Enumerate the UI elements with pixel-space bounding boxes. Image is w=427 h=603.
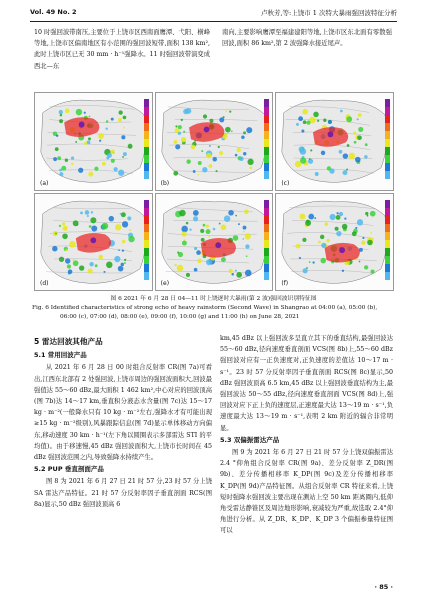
radar-panel xyxy=(275,92,394,191)
colorbar xyxy=(144,99,149,179)
volume-label: Vol. 49 No. 2 xyxy=(30,8,77,16)
section-5-2-title: 5.2 PUP 垂直剖面产品 xyxy=(34,465,104,474)
radar-map-icon xyxy=(35,194,152,291)
radar-echo-figure xyxy=(34,92,394,291)
colorbar xyxy=(144,200,149,280)
figure-caption xyxy=(32,295,395,322)
panel-label: (a) xyxy=(40,179,49,187)
panel-label: (c) xyxy=(281,179,290,187)
caption-zh: 图 6 2021 年 6 月 28 日 04—11 时上饶逐时大暴雨(第 2 波)强回波识别特征图 xyxy=(110,296,317,302)
panel-label: (e) xyxy=(160,280,170,287)
header-rule xyxy=(30,21,397,22)
colorbar xyxy=(385,200,390,280)
panel-label: (d) xyxy=(40,280,49,287)
section-5-3-title: 5.3 双偏振雷达产品 xyxy=(220,435,280,444)
radar-panel xyxy=(155,92,274,191)
section-5-2-continued: km,45 dBz 以上强回波多呈直立其下的垂直结构,最强回波达 55～60 dBz,径向速度垂直剖面 VCS(图 8b)上,55～60 dBz 强回波对应有一正负速度对,正负速度的差值达 10～17 m · s⁻¹。23 时 57 分反射率因子垂直剖面 RCS(图 8c)显示,50 dBz 强回波顶高 6.5 km,45 dBz 以上强回波垂直结构为主,最强回波达 50～55 dBz,径向速度垂直剖面 VCS(图 8d)上,强回波对应下正上负的速度层,正速度最大达 13～19 m · s⁻¹,负速度最大达 13～19 m · s⁻¹,表明 2 km 附近的辐合非常明显。 xyxy=(220,335,393,432)
top-left-paragraph: 10 时强回波带南压,主要位于上饶市区西南面鹰潭、弋阳、横峰等地,上饶市区偏南地区有小范围的强回波短带,面积 138 km²,此时上饶市区已无 30 mm · h⁻¹强降水。11 时强回波带演变成西北—东 xyxy=(34,29,210,70)
radar-map-icon xyxy=(276,93,393,190)
section-5-1-text: 从 2021 年 6 月 28 日 00 时组合反射率 CR(图 7a)可看出,江西东北部有 2 处强回波,上饶市周边的强回波面积大,回波最强值达 55～60 dBz,最大面积 1 462 km²,中心对应的回波顶高(图 7b)达 14～17 km,垂直积分液态水含量(图 7c)达 15～17 kg · m⁻²(一般降水只有 10 kg · m⁻²左右,强降水才有可能出现≥15 kg · m⁻²级别),风暴跟踪信息(图 7d)显示单体移动方向偏东,移动速度 30 km · h⁻¹(左下角以圆圈表示多部雷达 STI 的平均值)。由于移速慢,45 dBz 强回波面积大,上饶市长时间在 45 dBz 强回波范围之内,导致强降水持续产生。 xyxy=(34,364,212,462)
section-5-1-title: 5.1 常用回波产品 xyxy=(34,351,87,360)
radar-panel xyxy=(34,92,153,191)
radar-panel xyxy=(155,193,274,292)
left-column xyxy=(34,333,212,510)
radar-map-icon xyxy=(276,194,393,291)
colorbar xyxy=(264,200,269,280)
radar-panel xyxy=(34,193,153,292)
colorbar xyxy=(385,99,390,179)
right-column xyxy=(220,333,393,537)
running-header xyxy=(30,8,397,20)
caption-en: Fig. 6 Identified characteristics of strong echo of heavy rainstorm (Second Wave) in Shangrao at 04:00 (a), 05:00 (b), 06:00 (c), 07:00 (d), 08:00 (e), 09:00 (f), 10:00 (g) and 11:00 (h) on June 28, 2021 xyxy=(32,305,378,320)
section-5-title: 5 雷达回波其他产品 xyxy=(34,337,103,346)
section-5-3-text: 图 9 为 2021 年 6 月 27 日 21 时 57 分上饶双偏振雷达 2.4 °仰角组合反射率 CR(图 9a)、差分反射率 Z_DR(图 9b)、差分传播相移率 K_DP(图 9c)及差分传播相移率 K_DP(图 9d)产品特征图。从组合反射率 CR 特征来看,上饶短时强降水强回波主要出现在测站上空 50 km 距离圈内,低仰角受雷达静锥区及周边地形影响,衰减较为严重,故选取 2.4°仰角进行分析。从 Z_DR、K_DP、K_DP 3 个偏振参量特征图可以 xyxy=(220,449,393,535)
panel-label: (b) xyxy=(160,179,170,187)
radar-map-icon xyxy=(35,93,152,190)
top-right-paragraph: 南向,主要影响鹰潭至福建建阳等地,上饶市区东北面有零散强回波,面积 86 km²,第 2 波强降水接近尾声。 xyxy=(222,29,392,48)
radar-map-icon xyxy=(156,93,273,190)
radar-panel xyxy=(275,193,394,292)
page-number: · 85 · xyxy=(374,583,393,591)
running-title: 卢秋芳,等:上饶市 1 次特大暴雨强回波特征分析 xyxy=(260,9,397,17)
colorbar xyxy=(264,99,269,179)
radar-map-icon xyxy=(156,194,273,291)
panel-label: (f) xyxy=(281,280,289,287)
section-5-2-text: 图 8 为 2021 年 6 月 27 日 21 时 57 分,23 时 57 分上饶 SA 雷达产品特征。21 时 57 分反射率因子垂直剖面 RCS(图 8a)显示,50 dBz 强回波顶高 6 xyxy=(34,478,212,508)
